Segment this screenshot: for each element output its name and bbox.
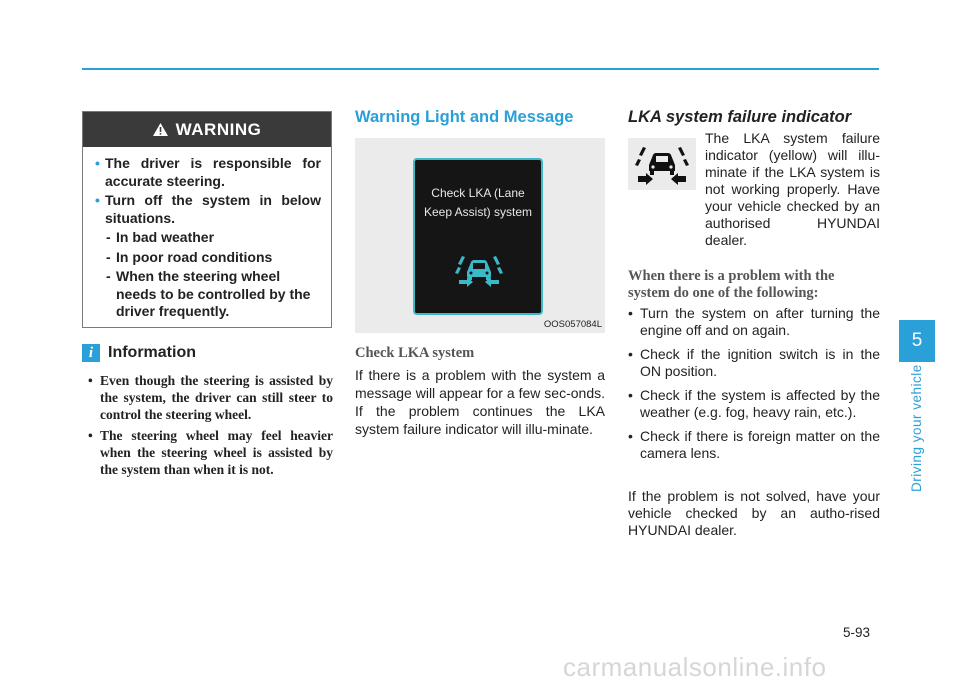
closing-paragraph: If the problem is not solved, have your vehicle checked by an autho-rised HYUNDAI dealer. [628, 488, 880, 538]
lka-indicator-icon [453, 252, 505, 288]
cluster-message-figure [355, 138, 605, 333]
warning-triangle-icon [153, 123, 168, 136]
troubleshooting-list [628, 305, 880, 469]
warning-header [83, 112, 331, 147]
list-item: • Check if there is foreign matter on the camera lens. [628, 428, 880, 461]
bullet-icon: • [95, 155, 100, 171]
warning-box [82, 111, 332, 328]
watermark: carmanualsonline.info [563, 652, 827, 682]
list-item: • Turn the system on after turning the engine off and on again. [628, 305, 880, 338]
header-rule [82, 68, 879, 70]
warning-title: WARNING [175, 119, 262, 139]
list-item: • The steering wheel may feel heavier when the steering wheel is assisted by the system than when it is not. [88, 428, 333, 477]
warning-item: • The driver is responsible for accurate steering. [95, 155, 321, 189]
information-title: Information [108, 344, 196, 361]
indicator-description: The LKA system failure indicator (yellow) will illu-minate if the LKA system is not working properly. Have your vehicle checked by an authorised HYUNDAI dealer. [705, 130, 880, 248]
list-item: • Check if the ignition switch is in the ON position. [628, 346, 880, 379]
section-title: Warning Light and Message [355, 108, 574, 126]
bullet-icon: • [95, 192, 100, 208]
figure-code: OOS057084L [543, 319, 602, 330]
paragraph: If there is a problem with the system a message will appear for a few sec-onds. If the problem continues the LKA system failure indicator will illu-minate. [355, 367, 605, 437]
lka-failure-indicator-icon [628, 138, 696, 190]
warning-subitem: - In bad weather [106, 229, 215, 245]
warning-item: • Turn off the system in below situations. [95, 192, 321, 226]
subheading: Check LKA system [355, 345, 475, 361]
list-item: • Check if the system is affected by the weather (e.g. fog, heavy rain, etc.). [628, 387, 880, 420]
information-list [88, 372, 333, 482]
chapter-number: 5 [899, 320, 935, 362]
cluster-display [413, 158, 543, 315]
chapter-label: Driving your vehicle [909, 364, 924, 492]
warning-subitem: - When the steering wheel needs to be controlled by the driver frequently. [106, 268, 311, 319]
subheading: When there is a problem with the system do one of the following: [628, 268, 835, 301]
warning-subitem: - In poor road conditions [106, 248, 273, 265]
information-heading [82, 344, 196, 362]
cluster-message: Check LKA (Lane Keep Assist) system [423, 186, 533, 219]
indicator-figure [628, 138, 696, 190]
info-icon: i [82, 344, 100, 362]
list-item: • Even though the steering is assisted by the system, the driver can still steer to control the steering wheel. [88, 373, 333, 422]
page-number: 5-93 [843, 625, 871, 640]
section-title: LKA system failure indicator [628, 108, 852, 126]
